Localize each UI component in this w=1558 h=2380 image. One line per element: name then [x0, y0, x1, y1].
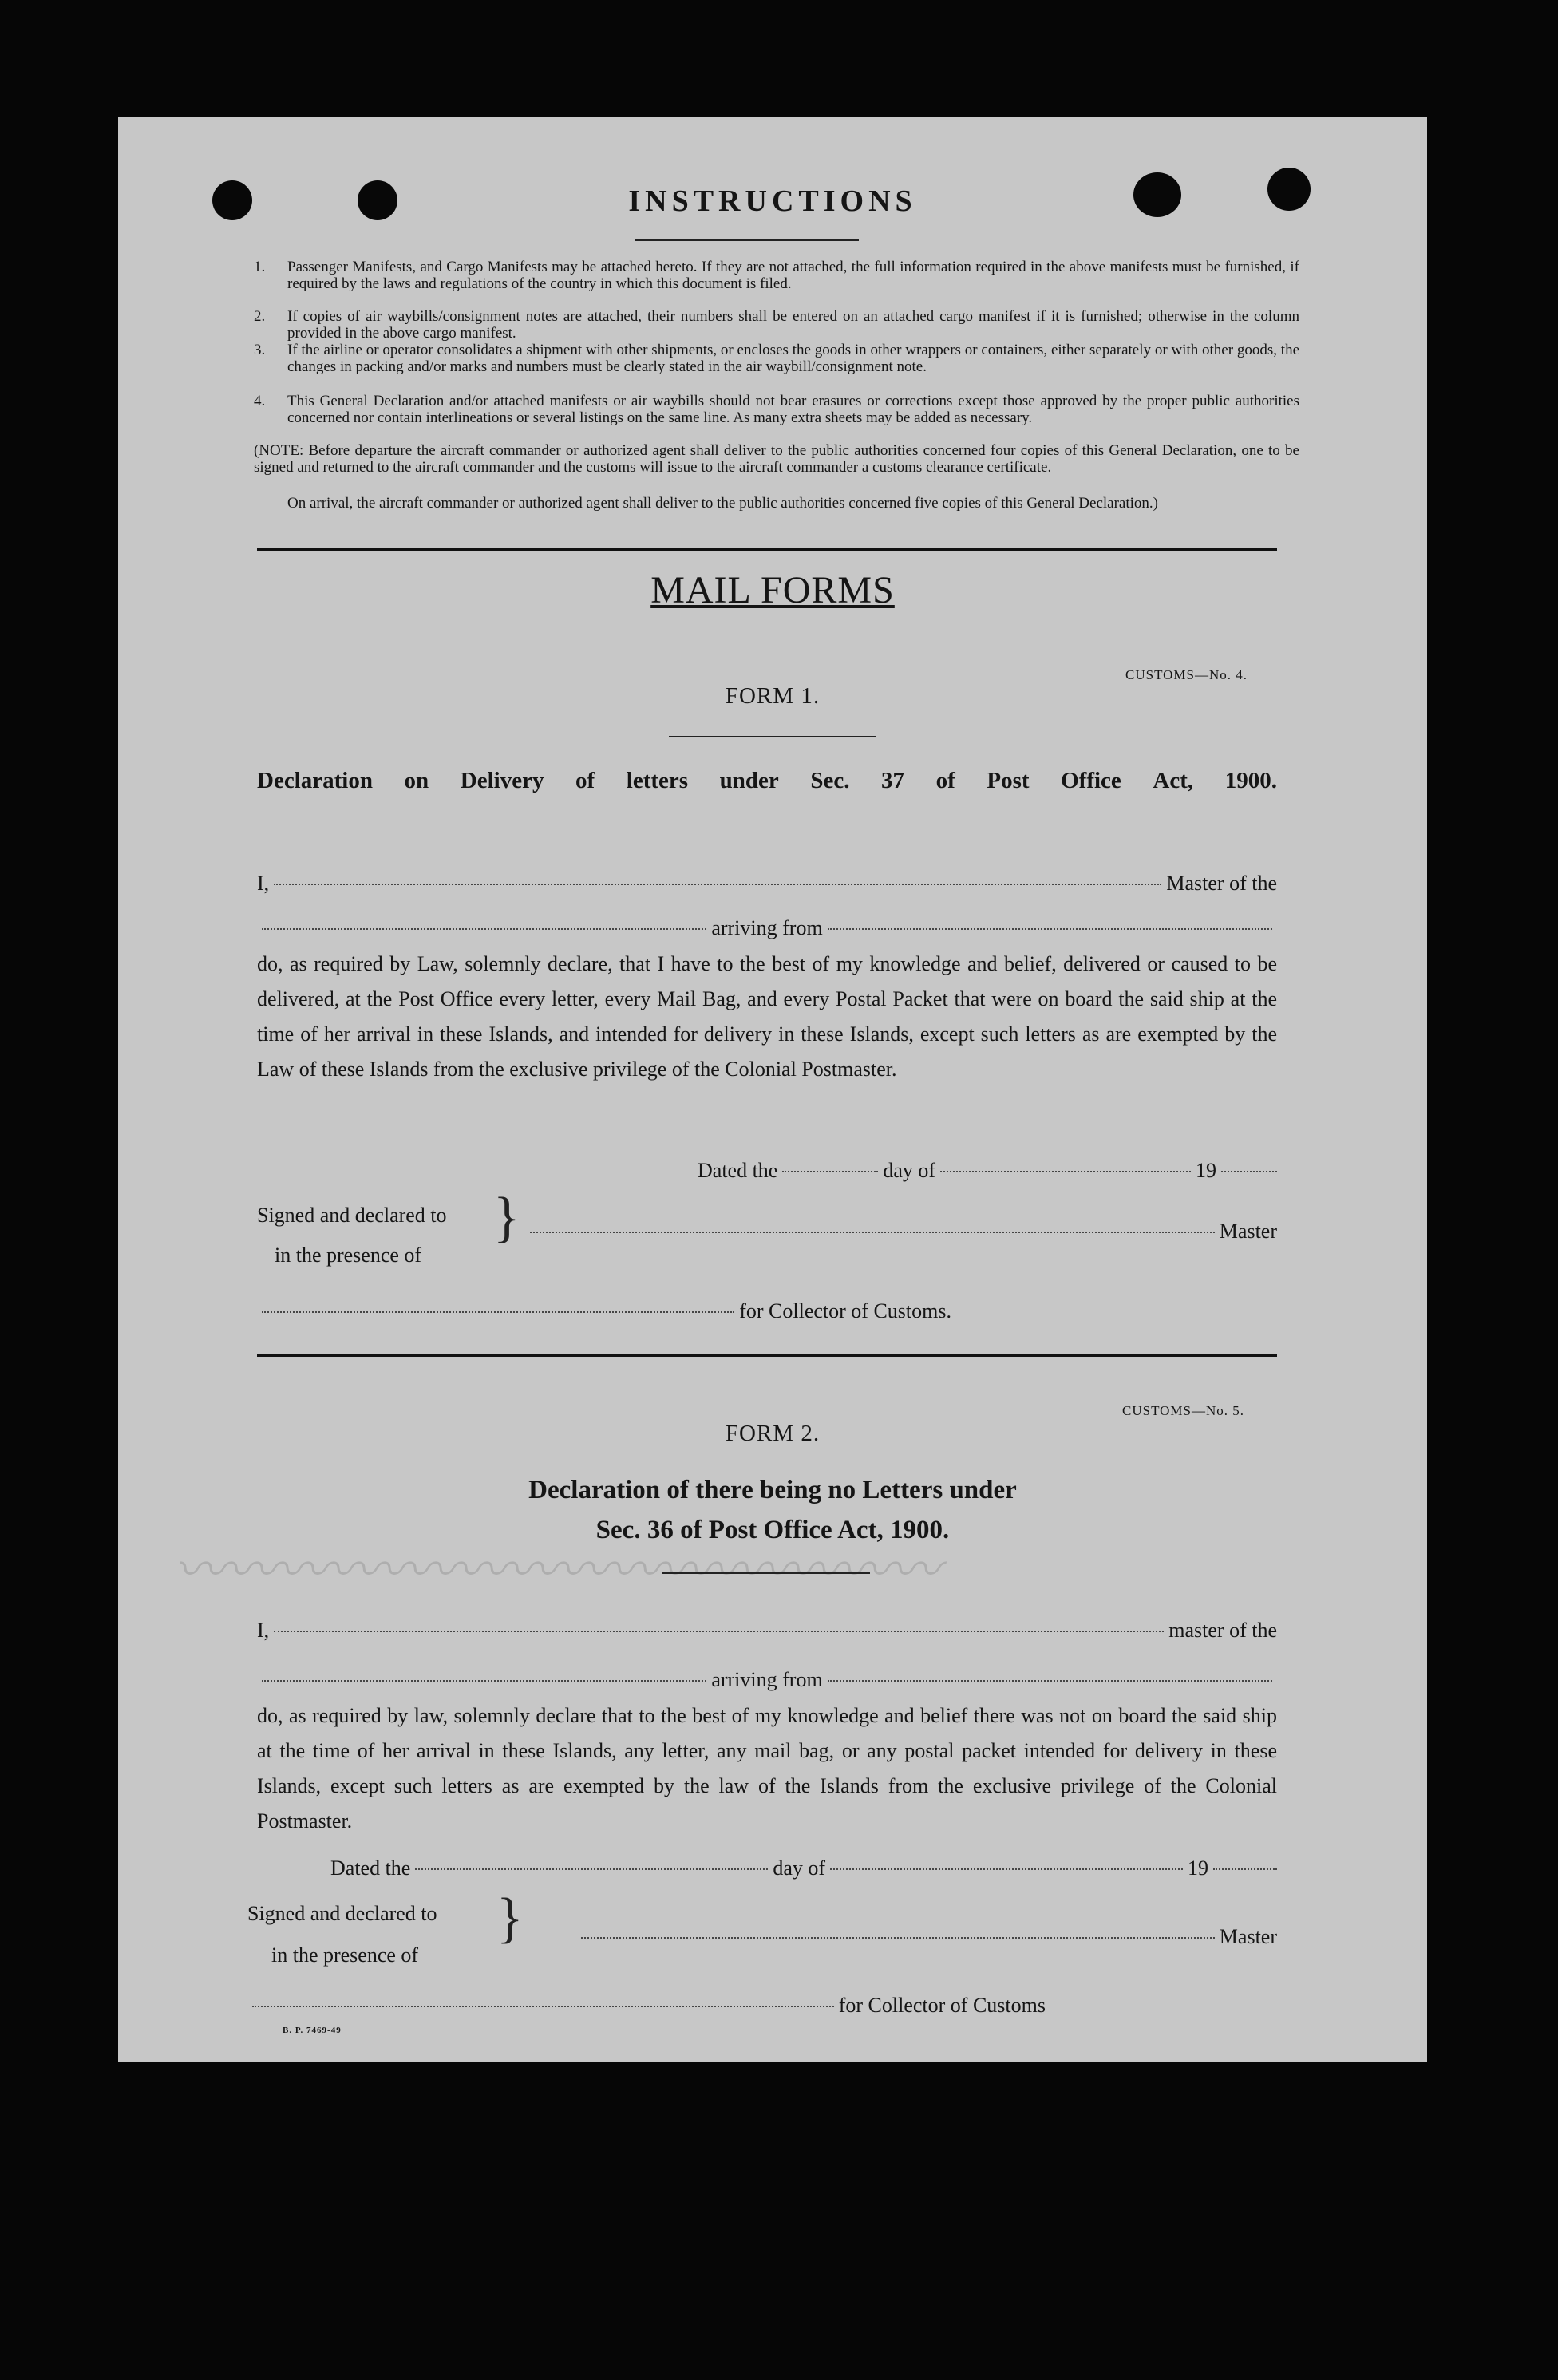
instruction-item — [254, 308, 1299, 342]
heading-word: Act, — [1153, 768, 1194, 793]
collector-signature-field[interactable] — [252, 2006, 834, 2007]
instructions-title-rule — [635, 239, 859, 241]
heading-word: of — [935, 768, 955, 793]
day-field[interactable] — [415, 1868, 768, 1870]
section-divider-top — [257, 548, 1277, 551]
form1-arriving-line — [257, 916, 1277, 940]
brace-icon: } — [493, 1187, 520, 1248]
day-field[interactable] — [782, 1171, 878, 1172]
instruction-number: 3. — [254, 342, 266, 358]
form2-signed-line1: Signed and declared to — [247, 1902, 437, 1925]
form1-signed-line2: in the presence of — [275, 1243, 422, 1267]
form1-heading — [257, 768, 1277, 794]
form2-heading — [118, 1470, 1427, 1550]
form1-collector-line — [257, 1299, 951, 1323]
heading-word: of — [575, 768, 595, 793]
instruction-item — [254, 259, 1299, 292]
form2-label: FORM 2. — [725, 1421, 821, 1446]
form1-dated-the: Dated the — [698, 1159, 778, 1182]
heading-word: Post — [987, 768, 1030, 793]
heading-word: Sec. — [810, 768, 850, 793]
instruction-note2-text: On arrival, the aircraft commander or authorized agent shall deliver to the public authorities concerned five copies of this General Declaration.) — [287, 495, 1158, 512]
form1-declaration-body: do, as required by Law, solemnly declare, that I have to the best of my knowledge and belief, delivered or caused to be delivered, at the Post Office every letter, every Mail Bag, and every Postal Packet that were on board the said ship at the time of her arrival in these Islands, and intended for delivery in these Islands, except such letters as are exempted by the Law of these Islands from the exclusive privilege of the Colonial Postmaster. — [257, 952, 1277, 1081]
form2-signed-block — [247, 1893, 437, 1976]
form1-signed-block — [257, 1196, 447, 1275]
heading-word: 37 — [881, 768, 905, 793]
section-divider-middle — [257, 1354, 1277, 1357]
form2-signed-line2: in the presence of — [271, 1943, 419, 1967]
form1-dated-line — [698, 1159, 1277, 1183]
form2-customs-number: CUSTOMS—No. 5. — [1122, 1403, 1245, 1418]
heading-word: letters — [626, 768, 689, 793]
print-number: B. P. 7469-49 — [283, 2026, 342, 2035]
form1-arriving-from: arriving from — [711, 916, 823, 939]
form2-dated-line — [330, 1856, 1277, 1880]
master-signature-field[interactable] — [581, 1937, 1215, 1939]
form1-master-signature-line — [525, 1220, 1277, 1243]
instruction-item — [254, 393, 1299, 426]
instruction-text: If copies of air waybills/consignment notes are attached, their numbers shall be entered on an attached cargo manifest if it is furnished; otherwise in the column provided in the above cargo manifest. — [287, 308, 1299, 342]
form2-master-label: Master — [1219, 1925, 1277, 1948]
instruction-text: This General Declaration and/or attached manifests or air waybills should not bear erasures or corrections except those approved by the proper public authorities concerned nor contain interlineations or several listings on the same line. As many extra sheets may be added as necessary. — [287, 393, 1299, 426]
master-name-field[interactable] — [274, 1631, 1164, 1632]
document-sheet — [118, 117, 1427, 2062]
brace-icon: } — [496, 1888, 524, 1949]
year-field[interactable] — [1213, 1868, 1277, 1870]
ship-name-field[interactable] — [262, 928, 706, 930]
form2-arriving-line — [257, 1668, 1277, 1692]
form1-label-rule — [669, 736, 876, 737]
form2-i-label: I, — [257, 1619, 270, 1642]
form2-declaration-body: do, as required by law, solemnly declare that to the best of my knowledge and belief there was not on board the said ship at the time of her arrival in these Islands, any letter, any mail bag, or any postal packet intended for delivery in these Islands, except such letters as are exempted by the law of the Islands from the exclusive privilege of the Colonial Postmaster. — [257, 1704, 1277, 1832]
form2-for-collector: for Collector of Customs — [838, 1994, 1046, 2017]
ship-name-field[interactable] — [262, 1680, 706, 1682]
month-field[interactable] — [830, 1868, 1183, 1870]
arriving-from-field[interactable] — [828, 928, 1272, 930]
heading-word: on — [404, 768, 429, 793]
instruction-number: 4. — [254, 393, 266, 409]
form2-arriving-from: arriving from — [711, 1668, 823, 1691]
instruction-number: 2. — [254, 308, 266, 325]
instruction-number: 1. — [254, 259, 266, 275]
heading-word: Office — [1061, 768, 1121, 793]
heading-word: under — [719, 768, 779, 793]
form1-signed-line1: Signed and declared to — [257, 1204, 447, 1227]
bleed-through-handwriting: 〰〰〰〰〰〰〰〰〰〰〰〰〰〰〰 — [174, 1542, 940, 1599]
form1-master-label: Master — [1219, 1220, 1277, 1243]
month-field[interactable] — [940, 1171, 1191, 1172]
form1-customs-number: CUSTOMS—No. 4. — [1125, 667, 1248, 682]
collector-signature-field[interactable] — [262, 1311, 734, 1313]
form1-master-line — [257, 872, 1277, 895]
form1-for-collector: for Collector of Customs. — [739, 1299, 951, 1322]
heading-word: Declaration — [257, 768, 373, 793]
form1-label: FORM 1. — [725, 683, 821, 709]
form2-heading-rule — [662, 1572, 870, 1574]
instruction-text: Passenger Manifests, and Cargo Manifests may be attached hereto. If they are not attached, the full information required in the above manifests must be furnished, if required by the laws and regulations of the country in which this document is filed. — [287, 259, 1299, 292]
form2-day-of: day of — [773, 1856, 826, 1880]
instruction-item — [254, 342, 1299, 375]
form2-heading-line1: Declaration of there being no Letters under — [528, 1476, 1017, 1504]
master-signature-field[interactable] — [530, 1232, 1215, 1233]
instruction-note-arrival — [254, 495, 1299, 512]
form2-heading-line2: Sec. 36 of Post Office Act, 1900. — [595, 1516, 950, 1544]
year-field[interactable] — [1221, 1171, 1277, 1172]
form2-master-of-the: master of the — [1168, 1619, 1277, 1642]
form2-collector-line — [247, 1994, 1046, 2018]
instruction-note — [254, 442, 1299, 476]
heading-word: 1900. — [1224, 768, 1277, 793]
instruction-note-text: (NOTE: Before departure the aircraft commander or authorized agent shall deliver to the public authorities concerned four copies of this General Declaration, one to be signed and returned to the aircraft commander and the customs will issue to the aircraft commander a customs clearance certificate. — [254, 442, 1299, 476]
form1-day-of: day of — [883, 1159, 936, 1182]
form2-year: 19 — [1188, 1856, 1209, 1880]
instruction-text: If the airline or operator consolidates a shipment with other shipments, or encloses the goods in other wrappers or containers, either separately or with other goods, the changes in packing and/or marks and numbers must be clearly stated in the air waybill/consignment note. — [287, 342, 1299, 375]
heading-word: Delivery — [460, 768, 544, 793]
arriving-from-field[interactable] — [828, 1680, 1272, 1682]
master-name-field[interactable] — [274, 884, 1161, 885]
instructions-title: INSTRUCTIONS — [628, 184, 917, 218]
mail-forms-title: MAIL FORMS — [650, 569, 895, 611]
form1-i-label: I, — [257, 872, 270, 895]
form2-dated-the: Dated the — [330, 1856, 411, 1880]
form1-master-of-the: Master of the — [1166, 872, 1277, 895]
form2-master-signature-line — [576, 1925, 1277, 1949]
form2-master-line — [257, 1619, 1277, 1643]
form1-year: 19 — [1196, 1159, 1216, 1182]
